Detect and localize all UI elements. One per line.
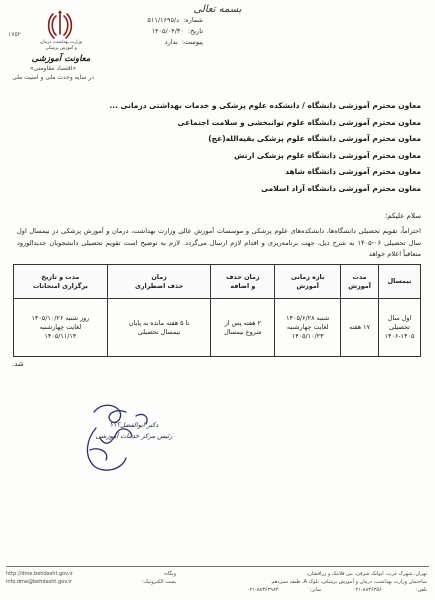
fax-label: نمابر: <box>309 587 322 593</box>
fax-number: ۰۲۱-۸۸۳۶۳۹۸۳ <box>247 587 279 593</box>
table-cell: ۲ هفته پس از شروع نیمسال <box>211 299 275 357</box>
addressee-line: معاون محترم آموزشی دانشگاه علوم توانبخشی و سلامت اجتماعی <box>177 117 421 127</box>
addressee-line: معاون محترم آموزشی دانشگاه علوم پزشکی بقیه‌الله(عج) <box>208 134 421 143</box>
column-header: مدت و تاریخ برگزاری امتحانات <box>14 265 108 299</box>
body-tail: شد. <box>12 360 24 368</box>
column-header: نیمسال <box>379 265 421 299</box>
meta-label: شماره: <box>183 15 203 24</box>
document-number: ۱۷۵۲ <box>8 31 21 38</box>
slogan-badge <box>10 64 96 82</box>
table-cell: ۱۷ هفته <box>341 299 379 357</box>
phone-label: تلفن: <box>415 587 427 593</box>
website-label: وبگاه: <box>163 571 176 577</box>
address-line: ساختمان وزارت بهداشت، درمان و آموزش پزشکی، بلوک A، طبقه سیزدهم <box>271 579 427 585</box>
addressee-line: معاون محترم آموزشی دانشگاه علوم پزشکی ارتش <box>234 150 421 160</box>
email-row <box>6 578 176 586</box>
addressee-list <box>109 98 421 197</box>
meta-label: پیوست: <box>181 37 203 46</box>
footer-address <box>247 570 427 594</box>
website-link[interactable]: http://dme.behdasht.gov.ir <box>6 571 73 577</box>
column-header: زمان حذف اضطراری <box>107 265 211 299</box>
email-label: پست الکترونیک: <box>142 579 176 585</box>
address-line: تهران، شهرک غرب، ایوانک شرقی، بین فلامک و زرافشان، <box>306 571 427 577</box>
meta-date <box>123 25 203 36</box>
academic-calendar-table <box>13 264 421 357</box>
meta-value: ۱۴۰۵/۰۴/۳۰ <box>151 26 184 35</box>
email-link[interactable]: info.dme@behdasht.gov.ir <box>6 579 72 585</box>
ministry-line: و آموزش پزشکی <box>45 46 77 51</box>
table-row <box>14 299 421 357</box>
column-header: زمان حذف و اضافه <box>211 265 275 299</box>
table-cell: شنبه ۱۴۰۵/۶/۲۸ لغایت چهارشنبه ۱۴۰۵/۱۰/۲۳ <box>275 299 341 357</box>
signatory-title: رئیس مرکز خدمات آموزشی <box>95 432 173 440</box>
column-header: بازه زمانی آموزش <box>275 265 341 299</box>
table-cell: روز شنبه ۱۴۰۵/۱۰/۲۶ لغایت چهارشنبه ۱۴۰۵/۱۱/۱۴ <box>14 299 108 357</box>
basmala-heading: بسمه تعالی <box>193 4 242 15</box>
table-header-row <box>14 265 421 299</box>
table-cell: تا ۵ هفته مانده به پایان نیمسال تحصیلی <box>107 299 211 357</box>
meta-attachment <box>123 36 203 47</box>
letter-meta <box>123 14 203 47</box>
body-paragraph: احتراماً، تقویم تحصیلی دانشگاه‌ها، دانشکده‌های علوم پزشکی و موسسات آموزش عالی وزارت بهداشت، درمان و آموزش پزشکی در نیمسال اول سال تحصیلی ۰۶-۱۴۰۵ به شرح ذیل، جهت برنامه‌ریزی و اقدام لازم ارسال می‌گردد. لازم به توضیح است تقویم تحصیلی دانشجویان جدیدالورود متعاقباً اعلام خواهد <box>17 227 421 258</box>
meta-number <box>123 14 203 25</box>
meta-label: تاریخ: <box>187 26 203 35</box>
signatory <box>84 420 184 442</box>
addressee-line: معاون محترم آموزشی دانشگاه شاهد <box>285 167 421 176</box>
slogan-line: در سایه وحدت ملی و امنیت ملی <box>12 74 94 81</box>
footer-divider <box>6 566 429 567</box>
deputy-title: معاونت آموزشی <box>31 54 91 64</box>
meta-value: ۵۱۱/۱۶۹۵/د <box>147 15 180 24</box>
footer-contact-row <box>247 586 427 594</box>
addressee-line: معاون محترم آموزشی دانشگاه / دانشکده علوم پزشکی و خدمات بهداشتی درمانی ... <box>109 101 421 110</box>
meta-value: ندارد <box>164 37 178 46</box>
iran-emblem-icon <box>47 10 73 40</box>
signatory-name: دکتر ابوالفضل؟؟؟ <box>109 421 159 429</box>
ministry-line: وزارت بهداشت، درمان <box>40 40 82 45</box>
table-cell: اول سال تحصیلی ۱۴۰۶-۱۴۰۵ <box>379 299 421 357</box>
ministry-name <box>23 40 99 52</box>
addressee-line: معاون محترم آموزشی دانشگاه آزاد اسلامی <box>261 183 421 193</box>
website-row <box>6 570 176 578</box>
phone-number: ۰۲۱-۸۸۳۶۳۵۶۰ <box>353 587 385 593</box>
column-header: مدت آموزش <box>341 265 379 299</box>
slogan-line: «اقتصاد مقاومتی» <box>29 65 77 72</box>
greeting: سلام علیکم؛ <box>385 212 421 220</box>
footer-web <box>6 570 176 586</box>
